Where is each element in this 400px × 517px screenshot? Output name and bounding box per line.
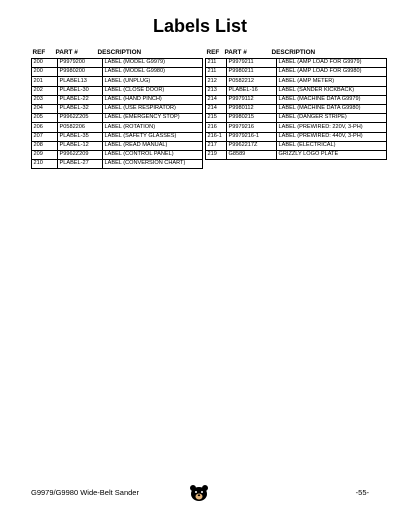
part-number-cell: PLABEL-22	[58, 96, 103, 104]
ref-cell: 216-1	[206, 133, 227, 141]
part-number-cell: PLABEL-16	[227, 87, 277, 95]
part-number-cell: PLABEL13	[58, 77, 103, 85]
description-cell: LABEL (CONTROL PANEL)	[103, 151, 203, 159]
description-cell: LABEL (MACHINE DATA G9980)	[277, 105, 387, 113]
labels-table-right	[205, 49, 387, 160]
ref-cell: 214	[206, 105, 227, 113]
table-body	[205, 58, 387, 160]
table-row	[32, 142, 203, 151]
description-cell: LABEL (AMP LOAD FOR G9980)	[277, 68, 387, 76]
table-row	[32, 68, 203, 77]
ref-cell: 208	[32, 142, 58, 150]
table-row	[32, 114, 203, 123]
labels-table-left	[31, 49, 203, 169]
part-number-cell: P9980215	[227, 114, 277, 122]
table-body	[31, 58, 203, 169]
description-cell: LABEL (SAFETY GLASSES)	[103, 133, 203, 141]
part-number-cell: P9979112	[227, 96, 277, 104]
ref-cell: 203	[32, 96, 58, 104]
description-cell: LABEL (MODEL G9979)	[103, 59, 203, 67]
ref-cell: 209	[32, 151, 58, 159]
description-cell: LABEL (USE RESPIRATOR)	[103, 105, 203, 113]
table-row	[206, 142, 387, 151]
part-number-cell: P9962217Z	[227, 142, 277, 150]
table-row	[206, 114, 387, 123]
header-ref: REF	[32, 49, 46, 57]
part-number-cell: P0582212	[227, 77, 277, 85]
table-row	[206, 68, 387, 77]
table-row	[206, 87, 387, 96]
table-row	[32, 105, 203, 114]
description-cell: LABEL (ROTATION)	[103, 123, 203, 131]
table-row	[206, 59, 387, 68]
ref-cell: 211	[206, 68, 227, 76]
part-number-cell: PLABEL-12	[58, 142, 103, 150]
table-row	[32, 160, 203, 169]
description-cell: LABEL (UNPLUG)	[103, 77, 203, 85]
description-cell: LABEL (DANGER STRIPE)	[277, 114, 387, 122]
description-cell: LABEL (CLOSE DOOR)	[103, 87, 203, 95]
part-number-cell: PLABEL-27	[58, 160, 103, 168]
table-row	[32, 151, 203, 160]
part-number-cell: P0582206	[58, 123, 103, 131]
ref-cell: 210	[32, 160, 58, 168]
part-number-cell: G8589	[227, 151, 277, 159]
table-row	[206, 77, 387, 86]
table-row	[206, 151, 387, 160]
ref-cell: 214	[206, 96, 227, 104]
description-cell: LABEL (CONVERSION CHART)	[103, 160, 203, 168]
part-number-cell: PLABEL-30	[58, 87, 103, 95]
ref-cell: 200	[32, 68, 58, 76]
part-number-cell: PLABEL-35	[58, 133, 103, 141]
description-cell: LABEL (HAND PINCH)	[103, 96, 203, 104]
ref-cell: 206	[32, 123, 58, 131]
page-title: Labels List	[152, 16, 248, 36]
header-description: DESCRIPTION	[97, 49, 142, 57]
ref-cell: 212	[206, 77, 227, 85]
part-number-cell: P9980211	[227, 68, 277, 76]
part-number-cell: P9980112	[227, 105, 277, 113]
ref-cell: 207	[32, 133, 58, 141]
ref-cell: 215	[206, 114, 227, 122]
ref-cell: 204	[32, 105, 58, 113]
part-number-cell: P9979200	[58, 59, 103, 67]
description-cell: LABEL (AMP LOAD FOR G9979)	[277, 59, 387, 67]
description-cell: GRIZZLY LOGO PLATE	[277, 151, 387, 159]
ref-cell: 201	[32, 77, 58, 85]
ref-cell: 202	[32, 87, 58, 95]
header-description: DESCRIPTION	[271, 49, 316, 57]
bear-head-logo-icon	[189, 484, 209, 502]
table-row	[206, 96, 387, 105]
description-cell: LABEL (MODEL G9980)	[103, 68, 203, 76]
table-row	[206, 133, 387, 142]
table-row	[32, 77, 203, 86]
ref-cell: 216	[206, 123, 227, 131]
table-row	[32, 96, 203, 105]
header-part: PART #	[55, 49, 78, 57]
table-row	[32, 87, 203, 96]
table-row	[206, 105, 387, 114]
ref-cell: 217	[206, 142, 227, 150]
description-cell: LABEL (READ MANUAL)	[103, 142, 203, 150]
ref-cell: 211	[206, 59, 227, 67]
header-ref: REF	[206, 49, 220, 57]
part-number-cell: P9979211	[227, 59, 277, 67]
page-number: -55-	[355, 488, 369, 497]
footer-model-title: G9979/G9980 Wide-Belt Sander	[31, 488, 139, 497]
description-cell: LABEL (PREWIRED: 220V, 3-PH)	[277, 123, 387, 131]
table-row	[32, 133, 203, 142]
part-number-cell: PLABEL-32	[58, 105, 103, 113]
part-number-cell: P9980200	[58, 68, 103, 76]
table-row	[32, 59, 203, 68]
part-number-cell: P9979216	[227, 123, 277, 131]
table-header	[31, 49, 203, 58]
ref-cell: 213	[206, 87, 227, 95]
table-row	[206, 123, 387, 132]
part-number-cell: P9962Z209	[58, 151, 103, 159]
table-header	[205, 49, 387, 58]
table-row	[32, 123, 203, 132]
ref-cell: 219	[206, 151, 227, 159]
ref-cell: 200	[32, 59, 58, 67]
ref-cell: 205	[32, 114, 58, 122]
header-part: PART #	[224, 49, 247, 57]
description-cell: LABEL (PREWIRED: 440V, 3-PH)	[277, 133, 387, 141]
part-number-cell: P9979216-1	[227, 133, 277, 141]
description-cell: LABEL (SANDER KICKBACK)	[277, 87, 387, 95]
description-cell: LABEL (ELECTRICAL)	[277, 142, 387, 150]
description-cell: LABEL (EMERGENCY STOP)	[103, 114, 203, 122]
part-number-cell: P9962Z205	[58, 114, 103, 122]
description-cell: LABEL (MACHINE DATA G9979)	[277, 96, 387, 104]
description-cell: LABEL (AMP METER)	[277, 77, 387, 85]
